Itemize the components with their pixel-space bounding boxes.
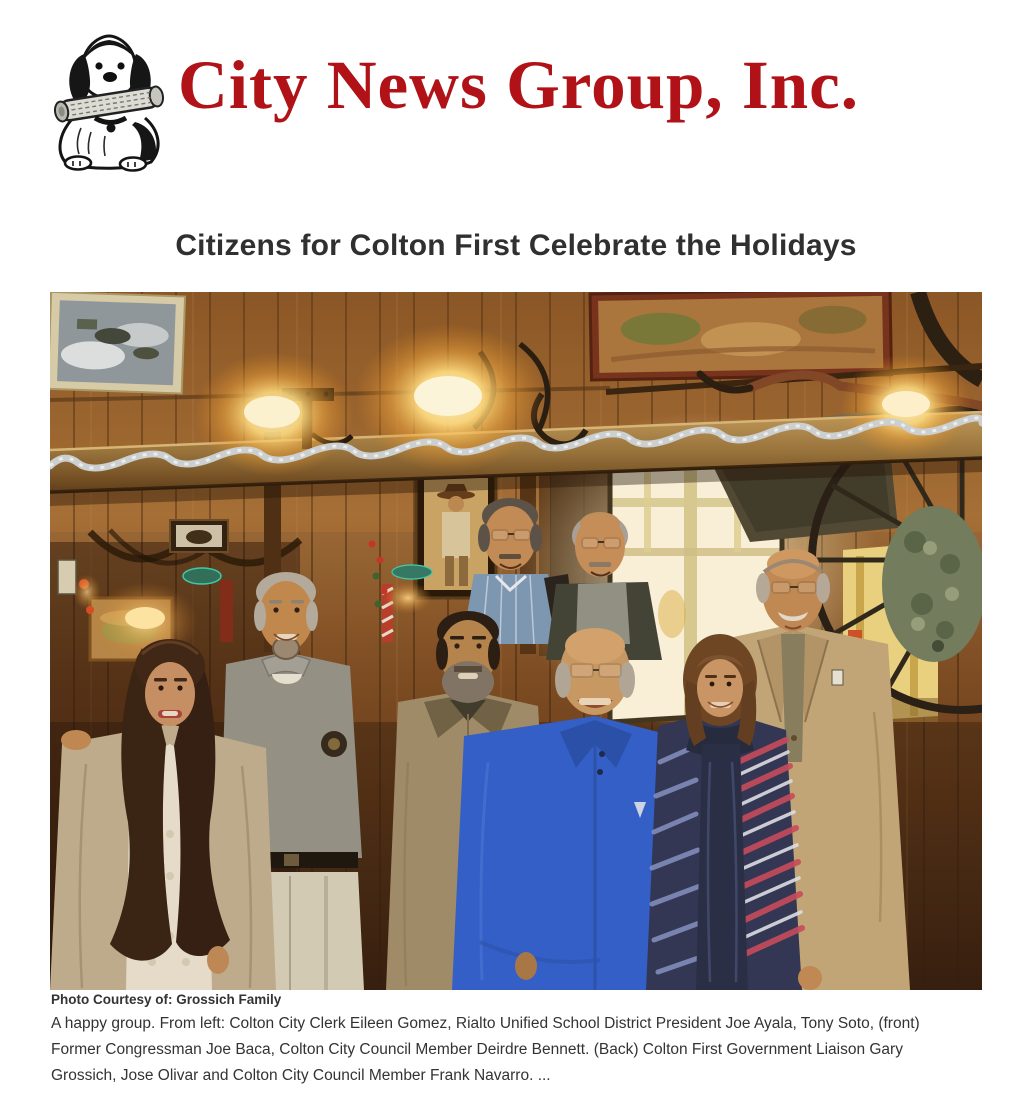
article-photo-figure — [50, 292, 982, 990]
article-headline: Citizens for Colton First Celebrate the Holidays — [175, 229, 857, 263]
article-photo — [50, 292, 982, 990]
photo-caption-line: A happy group. From left: Colton City Clerk Eileen Gomez, Rialto Unified School District President Joe Ayala, Tony Soto, (front) — [51, 1015, 920, 1032]
photo-caption-line: Former Congressman Joe Baca, Colton City Council Member Deirdre Bennett. (Back) Colton First Government Liaison Gary — [51, 1041, 903, 1058]
site-logo[interactable] — [47, 20, 977, 178]
photo-credit: Photo Courtesy of: Grossich Family — [51, 992, 282, 1007]
dog-newspaper-logo-icon — [47, 24, 172, 174]
photo-caption-line: Grossich, Jose Olivar and Colton City Council Member Frank Navarro. ... — [51, 1067, 551, 1084]
photo-caption — [51, 1011, 1011, 1089]
photo-tone-overlay — [50, 292, 982, 990]
site-name: City News Group, Inc. — [178, 47, 860, 123]
